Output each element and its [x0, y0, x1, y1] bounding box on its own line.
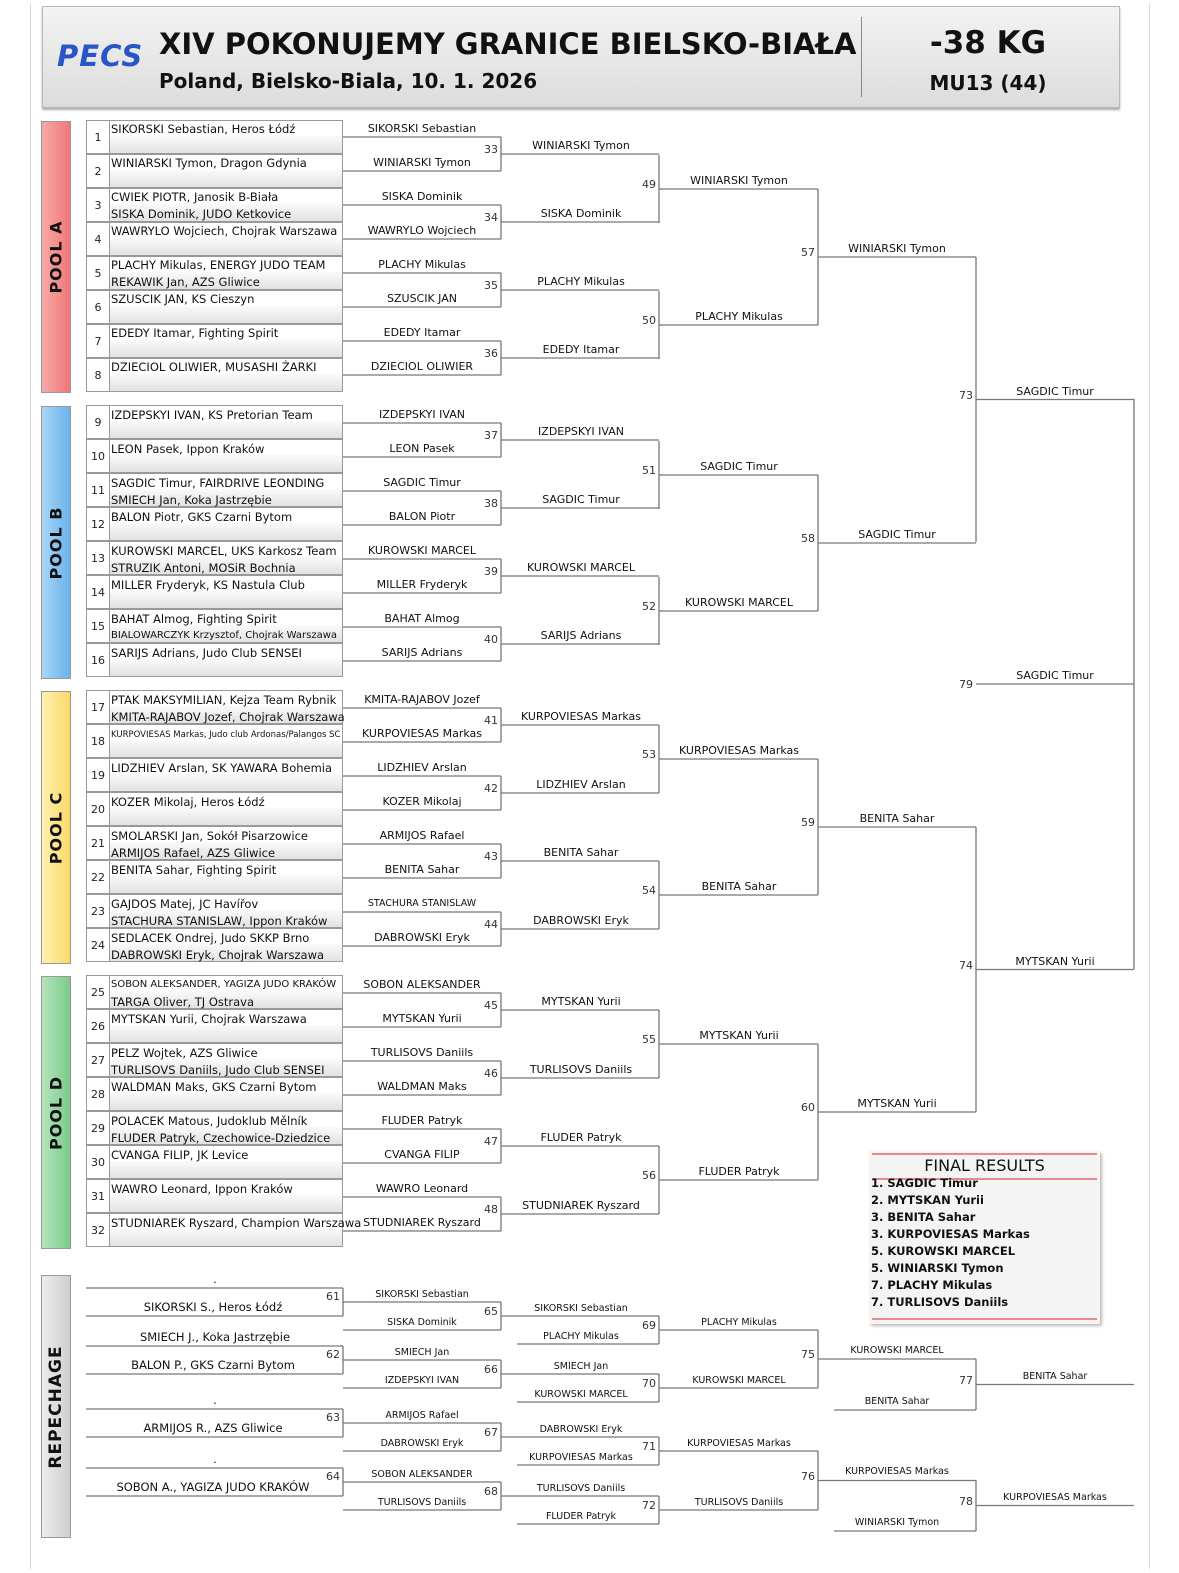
match-competitor-top: SIKORSKI Sebastian: [367, 122, 477, 135]
match-winner: MYTSKAN Yurii: [541, 995, 621, 1008]
repechage-match-number: 65: [484, 1305, 498, 1318]
match-winner: EDEDY Itamar: [542, 343, 620, 356]
slot-number: 30: [87, 1146, 110, 1178]
match-competitor-bottom: STUDNIAREK Ryszard: [363, 1216, 481, 1229]
slot-number: 9: [87, 406, 110, 438]
competitor-entry: SMIECH Jan, Koka Jastrzębie: [111, 493, 272, 507]
match-competitor-top: SAGDIC Timur: [383, 476, 461, 489]
match-competitor-bottom: WALDMAN Maks: [377, 1080, 467, 1093]
repechage-match-number: 75: [801, 1348, 815, 1361]
match-winner: IZDEPSKYI IVAN: [538, 425, 624, 438]
slot-number: 12: [87, 508, 110, 540]
match-competitor-bottom: SARIJS Adrians: [381, 646, 463, 659]
match-number: 55: [642, 1033, 656, 1046]
repechage-competitor-bottom: DABROWSKI Eryk: [380, 1438, 464, 1449]
repechage-entry-bottom: SIKORSKI S., Heros Łódź: [143, 1300, 283, 1314]
competitor-entry: BENITA Sahar, Fighting Spirit: [111, 863, 277, 877]
competitor-entry: REKAWIK Jan, AZS Gliwice: [111, 275, 260, 289]
match-number: 49: [642, 178, 656, 191]
competitor-entry: EDEDY Itamar, Fighting Spirit: [111, 326, 279, 340]
match-winner: DABROWSKI Eryk: [533, 914, 629, 927]
repechage-match-number: 71: [642, 1440, 656, 1453]
slot-number: 3: [87, 189, 110, 221]
match-winner: KUROWSKI MARCEL: [527, 561, 635, 574]
match-number: 74: [959, 958, 973, 972]
match-competitor-bottom: MYTSKAN Yurii: [382, 1012, 462, 1025]
slot-number: 31: [87, 1180, 110, 1212]
match-competitor-bottom: KURPOVIESAS Markas: [361, 727, 483, 740]
competitor-entry: KUROWSKI MARCEL, UKS Karkosz Team: [111, 544, 337, 558]
slot-number: 29: [87, 1112, 110, 1144]
slot-number: 1: [87, 121, 110, 153]
bronze-competitor-top: KURPOVIESAS Markas: [845, 1466, 949, 1477]
match-winner: MYTSKAN Yurii: [857, 1097, 937, 1110]
competitor-entry: LIDZHIEV Arslan, SK YAWARA Bohemia: [111, 761, 333, 775]
competitor-entry: KURPOVIESAS Markas, Judo club Ardonas/Palangos SC: [111, 730, 341, 740]
pool-c-label: POOL C: [46, 791, 66, 864]
final-results-box: [869, 1151, 1100, 1324]
competitor-entry: SMOLARSKI Jan, Sokół Pisarzowice: [111, 829, 308, 843]
repechage-competitor-bottom: KURPOVIESAS Markas: [529, 1452, 633, 1463]
repechage-competitor-top: SMIECH Jan: [553, 1361, 609, 1372]
competitor-entry: TARGA Oliver, TJ Ostrava: [111, 995, 255, 1009]
match-competitor-bottom: DABROWSKI Eryk: [374, 931, 470, 944]
match-winner: KURPOVIESAS Markas: [520, 710, 642, 723]
pool-a-label: POOL A: [46, 220, 66, 294]
match-number: 38: [484, 497, 498, 510]
match-competitor-top: FLUDER Patryk: [381, 1114, 463, 1127]
competitor-entry: WALDMAN Maks, GKS Czarni Bytom: [111, 1080, 317, 1094]
competitor-entry: SARIJS Adrians, Judo Club SENSEI: [111, 646, 302, 660]
competitor-entry: DABROWSKI Eryk, Chojrak Warszawa: [111, 948, 325, 962]
repechage-match-number: 67: [484, 1426, 498, 1439]
match-competitor-bottom: BENITA Sahar: [384, 863, 460, 876]
repechage-entry-bottom: BALON P., GKS Czarni Bytom: [131, 1358, 295, 1372]
competitor-entry: MYTSKAN Yurii, Chojrak Warszawa: [111, 1012, 307, 1026]
repechage-competitor-top: SIKORSKI Sebastian: [375, 1289, 469, 1300]
slot-number: 22: [87, 861, 110, 893]
slot-number: 8: [87, 359, 110, 391]
match-competitor-top: PLACHY Mikulas: [378, 258, 466, 271]
competitor-entry: ARMIJOS Rafael, AZS Gliwice: [111, 846, 276, 860]
slot-number: 28: [87, 1078, 110, 1110]
final-result-item: 5. WINIARSKI Tymon: [871, 1261, 1004, 1275]
match-number: 58: [801, 532, 815, 545]
competitor-entry: WAWRO Leonard, Ippon Kraków: [111, 1182, 293, 1196]
bronze-competitor-top: KUROWSKI MARCEL: [850, 1345, 944, 1356]
repechage-competitor-top: TURLISOVS Daniils: [536, 1483, 626, 1494]
pecs-logo: PECS: [57, 39, 144, 73]
repechage-competitor-bottom: PLACHY Mikulas: [543, 1331, 619, 1342]
competitor-entry: SISKA Dominik, JUDO Ketkovice: [111, 207, 292, 221]
match-number: 41: [484, 714, 498, 727]
match-competitor-top: ARMIJOS Rafael: [379, 829, 465, 842]
match-number: 50: [642, 314, 656, 327]
match-competitor-top: BAHAT Almog: [384, 612, 460, 625]
competitor-entry: SIKORSKI Sebastian, Heros Łódź: [111, 122, 296, 136]
competitor-entry: PTAK MAKSYMILIAN, Kejza Team Rybnik: [111, 693, 337, 707]
match-number: 54: [642, 884, 656, 897]
repechage-winner: PLACHY Mikulas: [701, 1317, 777, 1328]
match-winner: BENITA Sahar: [859, 812, 935, 825]
competitor-entry: SEDLACEK Ondrej, Judo SKKP Brno: [111, 931, 310, 945]
slot-number: 15: [87, 610, 110, 642]
competitor-entry: KOZER Mikolaj, Heros Łódź: [111, 795, 265, 809]
match-number: 51: [642, 464, 656, 477]
final-results-bottom-rule: [872, 1318, 1097, 1320]
final-result-item: 7. PLACHY Mikulas: [871, 1278, 993, 1292]
match-winner: MYTSKAN Yurii: [1015, 954, 1095, 968]
match-number: 46: [484, 1067, 498, 1080]
competitor-entry: IZDEPSKYI IVAN, KS Pretorian Team: [111, 408, 313, 422]
competitor-entry: GAJDOS Matej, JC Havířov: [111, 897, 259, 911]
competitor-entry: SAGDIC Timur, FAIRDRIVE LEONDING: [111, 476, 325, 490]
pool-b-label: POOL B: [46, 506, 66, 579]
repechage-match-number: 64: [326, 1470, 340, 1483]
match-number: 39: [484, 565, 498, 578]
repechage-entry-top: .: [213, 1272, 217, 1286]
match-number: 60: [801, 1101, 815, 1114]
repechage-competitor-bottom: TURLISOVS Daniils: [377, 1497, 467, 1508]
match-winner: LIDZHIEV Arslan: [536, 778, 626, 791]
bronze-winner: KURPOVIESAS Markas: [1003, 1491, 1107, 1503]
competitor-entry: MILLER Fryderyk, KS Nastula Club: [111, 578, 305, 592]
slot-number: 27: [87, 1044, 110, 1076]
slot-number: 24: [87, 929, 110, 961]
match-winner: BENITA Sahar: [701, 880, 777, 893]
match-number: 40: [484, 633, 498, 646]
competitor-entry: LEON Pasek, Ippon Kraków: [111, 442, 265, 456]
competitor-entry: FLUDER Patryk, Czechowice-Dziedzice: [111, 1131, 331, 1145]
repechage-winner: KURPOVIESAS Markas: [687, 1438, 791, 1449]
slot-number: 26: [87, 1010, 110, 1042]
competitor-entry: POLACEK Matous, Judoklub Mělník: [111, 1114, 308, 1128]
match-number: 45: [484, 999, 498, 1012]
competitor-entry: WAWRYLO Wojciech, Chojrak Warszawa: [111, 224, 338, 238]
match-competitor-top: KUROWSKI MARCEL: [368, 544, 476, 557]
match-competitor-bottom: SZUSCIK JAN: [387, 292, 457, 305]
age-category: MU13 (44): [929, 71, 1047, 95]
final-results-list: [871, 1175, 1030, 1311]
repechage-entry-bottom: ARMIJOS R., AZS Gliwice: [143, 1421, 283, 1435]
slot-number: 16: [87, 644, 110, 676]
slot-number: 20: [87, 793, 110, 825]
match-competitor-top: WAWRO Leonard: [375, 1182, 469, 1195]
slot-number: 21: [87, 827, 110, 859]
final-result-item: 2. MYTSKAN Yurii: [871, 1193, 984, 1207]
repechage-entry-top: .: [213, 1452, 217, 1466]
match-number: 56: [642, 1169, 656, 1182]
repechage-competitor-top: DABROWSKI Eryk: [539, 1424, 623, 1435]
match-winner: SAGDIC Timur: [858, 528, 936, 541]
match-competitor-bottom: DZIECIOL OLIWIER: [370, 360, 474, 373]
match-competitor-top: TURLISOVS Daniils: [370, 1046, 474, 1059]
final-result-item: 7. TURLISOVS Daniils: [871, 1295, 1009, 1309]
match-competitor-top: SOBON ALEKSANDER: [363, 978, 481, 991]
match-winner: PLACHY Mikulas: [695, 310, 783, 323]
match-number: 37: [484, 429, 498, 442]
final-result-item: 1. SAGDIC Timur: [871, 1176, 978, 1190]
final-results-top-rule: [872, 1153, 1097, 1155]
match-winner: FLUDER Patryk: [540, 1131, 622, 1144]
match-winner: SAGDIC Timur: [1016, 384, 1094, 398]
final-winner: SAGDIC Timur: [1016, 669, 1094, 682]
match-competitor-bottom: WINIARSKI Tymon: [373, 156, 471, 169]
match-number: 42: [484, 782, 498, 795]
match-competitor-top: EDEDY Itamar: [383, 326, 461, 339]
match-competitor-bottom: BALON Piotr: [388, 510, 456, 523]
match-winner: BENITA Sahar: [543, 846, 619, 859]
repechage-entry-top: SMIECH J., Koka Jastrzębie: [139, 1330, 291, 1344]
bronze-match-number: 77: [959, 1373, 973, 1387]
match-winner: MYTSKAN Yurii: [699, 1029, 779, 1042]
repechage-winner: KUROWSKI MARCEL: [692, 1375, 786, 1386]
repechage-match-number: 70: [642, 1377, 656, 1390]
competitor-entry: SZUSCIK JAN, KS Cieszyn: [111, 292, 255, 306]
repechage-match-number: 62: [326, 1348, 340, 1361]
match-number: 59: [801, 816, 815, 829]
match-competitor-top: KMITA-RAJABOV Jozef: [364, 693, 480, 706]
match-competitor-bottom: KOZER Mikolaj: [382, 795, 462, 808]
slot-number: 4: [87, 223, 110, 255]
slot-number: 14: [87, 576, 110, 608]
repechage-competitor-top: ARMIJOS Rafael: [385, 1410, 459, 1421]
competitor-entry: CWIEK PIOTR, Janosik B-Biała: [111, 190, 279, 204]
competitor-entry: PELZ Wojtek, AZS Gliwice: [111, 1046, 258, 1060]
competitor-entry: CVANGA FILIP, JK Levice: [111, 1148, 249, 1162]
slot-number: 5: [87, 257, 110, 289]
slot-number: 10: [87, 440, 110, 472]
match-winner: KURPOVIESAS Markas: [678, 744, 800, 757]
competitor-entry: DZIECIOL OLIWIER, MUSASHI ŻARKI: [111, 360, 317, 374]
competitor-entry: PLACHY Mikulas, ENERGY JUDO TEAM: [111, 258, 326, 272]
match-winner: SAGDIC Timur: [542, 493, 620, 506]
match-number: 48: [484, 1203, 498, 1216]
repechage-competitor-bottom: FLUDER Patryk: [545, 1511, 617, 1522]
match-winner: STUDNIAREK Ryszard: [522, 1199, 640, 1212]
slot-number: 13: [87, 542, 110, 574]
tournament-location-date: Poland, Bielsko-Biala, 10. 1. 2026: [159, 69, 538, 93]
match-winner: WINIARSKI Tymon: [690, 174, 788, 187]
slot-number: 2: [87, 155, 110, 187]
bronze-competitor-bottom: BENITA Sahar: [864, 1396, 930, 1407]
bronze-winner: BENITA Sahar: [1022, 1370, 1088, 1382]
repechage-label: REPECHAGE: [46, 1344, 66, 1469]
repechage-match-number: 72: [642, 1499, 656, 1512]
bronze-competitor-bottom: WINIARSKI Tymon: [854, 1517, 940, 1528]
repechage-competitor-top: SOBON ALEKSANDER: [371, 1469, 473, 1480]
match-competitor-top: LIDZHIEV Arslan: [377, 761, 467, 774]
repechage-match-number: 69: [642, 1319, 656, 1332]
match-number: 47: [484, 1135, 498, 1148]
competitor-entry: BALON Piotr, GKS Czarni Bytom: [111, 510, 293, 524]
tournament-title: XIV POKONUJEMY GRANICE BIELSKO-BIAŁA: [159, 27, 857, 61]
match-number: 73: [959, 388, 973, 402]
match-winner: TURLISOVS Daniils: [529, 1063, 633, 1076]
match-competitor-top: IZDEPSKYI IVAN: [379, 408, 465, 421]
competitor-entry: TURLISOVS Daniils, Judo Club SENSEI: [111, 1063, 325, 1077]
slot-number: 7: [87, 325, 110, 357]
final-match-number: 79: [959, 678, 973, 691]
match-number: 53: [642, 748, 656, 761]
repechage-competitor-bottom: SISKA Dominik: [387, 1317, 457, 1328]
repechage-winner: TURLISOVS Daniils: [694, 1497, 784, 1508]
match-competitor-top: STACHURA STANISLAW: [367, 898, 477, 909]
match-number: 52: [642, 600, 656, 613]
slot-number: 19: [87, 759, 110, 791]
slot-number: 32: [87, 1214, 110, 1246]
match-number: 57: [801, 246, 815, 259]
match-winner: WINIARSKI Tymon: [532, 139, 630, 152]
slot-number: 25: [87, 976, 110, 1008]
competitor-entry: BIALOWARCZYK Krzysztof, Chojrak Warszawa: [111, 630, 338, 641]
repechage-match-number: 66: [484, 1363, 498, 1376]
competitor-entry: STUDNIAREK Ryszard, Champion Warszawa: [111, 1216, 362, 1230]
repechage-competitor-top: SIKORSKI Sebastian: [534, 1303, 628, 1314]
match-number: 43: [484, 850, 498, 863]
final-result-item: 3. KURPOVIESAS Markas: [871, 1227, 1030, 1241]
match-winner: WINIARSKI Tymon: [848, 242, 946, 255]
final-result-item: 3. BENITA Sahar: [871, 1210, 976, 1224]
repechage-entry-bottom: SOBON A., YAGIZA JUDO KRAKÓW: [116, 1480, 310, 1494]
bronze-match-number: 78: [959, 1494, 973, 1508]
slot-number: 17: [87, 691, 110, 723]
competitor-entry: STRUZIK Antoni, MOSiR Bochnia: [111, 561, 296, 575]
final-results-title: FINAL RESULTS: [924, 1156, 1045, 1175]
match-number: 35: [484, 279, 498, 292]
repechage-competitor-bottom: IZDEPSKYI IVAN: [384, 1375, 460, 1386]
repechage-match-number: 61: [326, 1290, 340, 1303]
repechage-match-number: 76: [801, 1469, 815, 1483]
match-number: 34: [484, 211, 498, 224]
slot-number: 18: [87, 725, 110, 757]
match-winner: FLUDER Patryk: [698, 1165, 780, 1178]
match-competitor-bottom: LEON Pasek: [389, 442, 455, 455]
match-competitor-bottom: WAWRYLO Wojciech: [367, 224, 477, 237]
match-number: 36: [484, 347, 498, 360]
match-winner: PLACHY Mikulas: [537, 275, 625, 288]
competitor-entry: SOBON ALEKSANDER, YAGIZA JUDO KRAKÓW: [111, 979, 337, 990]
match-winner: SAGDIC Timur: [700, 460, 778, 473]
slot-number: 6: [87, 291, 110, 323]
weight-category: -38 KG: [929, 25, 1047, 61]
match-competitor-top: SISKA Dominik: [381, 190, 463, 203]
match-winner: KUROWSKI MARCEL: [685, 596, 793, 609]
pool-d-label: POOL D: [46, 1075, 66, 1150]
match-number: 44: [484, 918, 498, 931]
final-result-item: 5. KUROWSKI MARCEL: [871, 1244, 1016, 1258]
repechage-match-number: 68: [484, 1485, 498, 1498]
competitor-entry: KMITA-RAJABOV Jozef, Chojrak Warszawa: [111, 710, 345, 724]
repechage-match-number: 63: [326, 1411, 340, 1424]
competitor-entry: WINIARSKI Tymon, Dragon Gdynia: [111, 156, 307, 170]
match-winner: SISKA Dominik: [540, 207, 622, 220]
match-winner: SARIJS Adrians: [540, 629, 622, 642]
repechage-competitor-top: SMIECH Jan: [394, 1347, 450, 1358]
slot-number: 23: [87, 895, 110, 927]
competitor-entry: BAHAT Almog, Fighting Spirit: [111, 612, 277, 626]
competitor-entry: STACHURA STANISLAW, Ippon Kraków: [111, 914, 328, 928]
slot-number: 11: [87, 474, 110, 506]
match-competitor-bottom: MILLER Fryderyk: [376, 578, 468, 591]
repechage-competitor-bottom: KUROWSKI MARCEL: [534, 1389, 628, 1400]
repechage-entry-top: .: [213, 1393, 217, 1407]
match-number: 33: [484, 143, 498, 156]
match-competitor-bottom: CVANGA FILIP: [384, 1148, 460, 1161]
